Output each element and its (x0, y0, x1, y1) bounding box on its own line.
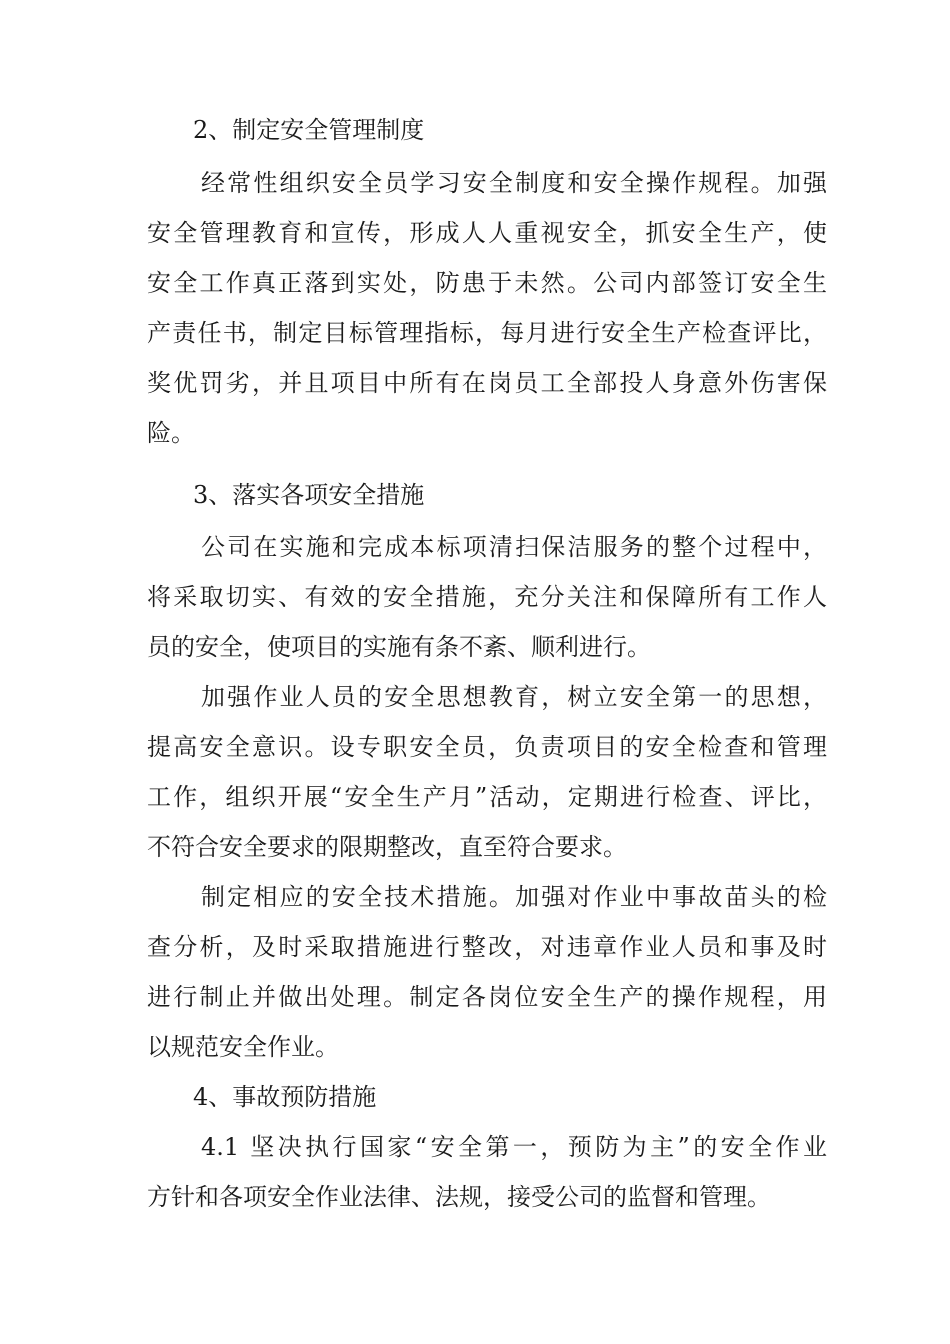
paragraph-line: 奖优罚劣，并且项目中所有在岗员工全部投人身意外伤害保 (147, 369, 827, 397)
paragraph-line: 进行制止并做出处理。制定各岗位安全生产的操作规程，用 (147, 983, 827, 1011)
paragraph-line: 提高安全意识。设专职安全员，负责项目的安全检查和管理 (147, 733, 827, 761)
paragraph-line: 员的安全，使项目的实施有条不紊、顺利进行。 (147, 633, 651, 661)
paragraph-line: 险。 (147, 419, 195, 447)
paragraph-line: 安全工作真正落到实处，防患于未然。公司内部签订安全生 (147, 269, 827, 297)
paragraph-line: 安全管理教育和宣传，形成人人重视安全，抓安全生产，使 (147, 219, 827, 247)
paragraph-line: 加强作业人员的安全思想教育，树立安全第一的思想， (201, 683, 827, 711)
section-heading-3: 3、落实各项安全措施 (193, 481, 425, 509)
paragraph-line: 公司在实施和完成本标项清扫保洁服务的整个过程中， (201, 533, 827, 561)
paragraph-line: 工作，组织开展“安全生产月”活动，定期进行检查、评比， (147, 783, 827, 811)
paragraph-line: 经常性组织安全员学习安全制度和安全操作规程。加强 (201, 169, 827, 197)
paragraph-line: 方针和各项安全作业法律、法规，接受公司的监督和管理。 (147, 1183, 771, 1211)
paragraph-line: 产责任书，制定目标管理指标，每月进行安全生产检查评比， (147, 319, 827, 347)
paragraph-line: 制定相应的安全技术措施。加强对作业中事故苗头的检 (201, 883, 827, 911)
paragraph-line: 将采取切实、有效的安全措施，充分关注和保障所有工作人 (147, 583, 827, 611)
paragraph-line: 查分析，及时采取措施进行整改，对违章作业人员和事及时 (147, 933, 827, 961)
paragraph-line: 4.1 坚决执行国家“安全第一，预防为主”的安全作业 (201, 1133, 827, 1161)
paragraph-line: 以规范安全作业。 (147, 1033, 339, 1061)
section-heading-4: 4、事故预防措施 (193, 1083, 377, 1111)
paragraph-line: 不符合安全要求的限期整改，直至符合要求。 (147, 833, 627, 861)
section-heading-2: 2、制定安全管理制度 (193, 116, 425, 144)
